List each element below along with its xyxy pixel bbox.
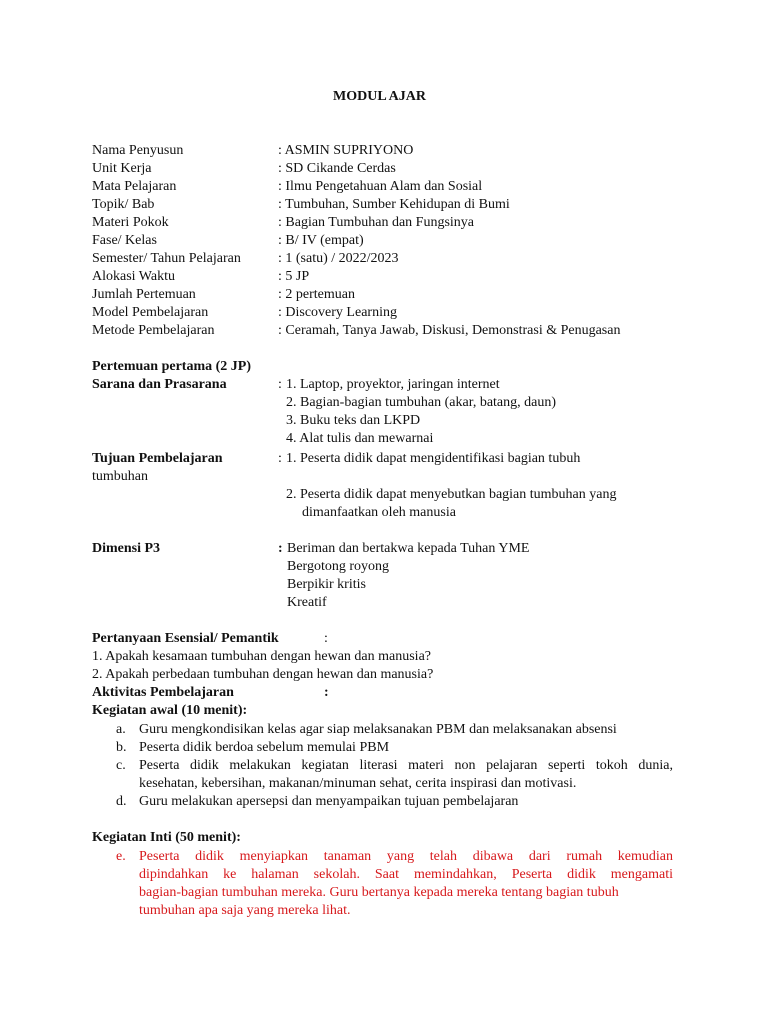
identity-value: : Bagian Tumbuhan dan Fungsinya [278, 215, 475, 230]
list-item: Peserta didik berdoa sebelum memulai PBM [139, 740, 390, 755]
tujuan-item: 1. Peserta didik dapat mengidentifikasi bagian tubuh [286, 451, 581, 466]
dimensi-item: Bergotong royong [287, 559, 390, 574]
dimensi-colon: : [278, 541, 283, 556]
identity-value: : 5 JP [278, 269, 310, 284]
highlighted-text-line: tumbuhan apa saja yang mereka lihat. [139, 903, 351, 918]
sarana-item: 3. Buku teks dan LKPD [286, 413, 421, 428]
identity-label: Unit Kerja [92, 161, 152, 176]
kegiatan-inti-heading: Kegiatan Inti (50 menit): [92, 830, 241, 845]
list-marker: b. [116, 740, 127, 755]
list-marker: c. [116, 758, 126, 773]
list-marker: d. [116, 794, 127, 809]
identity-label: Topik/ Bab [92, 197, 155, 212]
dimensi-item: Kreatif [287, 595, 327, 610]
tujuan-label-continuation: tumbuhan [92, 469, 148, 484]
meeting-heading: Pertemuan pertama (2 JP) [92, 359, 252, 374]
dimensi-item: Berpikir kritis [287, 577, 366, 592]
identity-value: : Ceramah, Tanya Jawab, Diskusi, Demonstrasi & Penugasan [278, 323, 621, 338]
identity-value: : ASMIN SUPRIYONO [278, 143, 414, 158]
list-item: Guru mengkondisikan kelas agar siap melaksanakan PBM dan melaksanakan absensi [139, 722, 617, 737]
aktivitas-label: Aktivitas Pembelajaran [92, 685, 234, 700]
tujuan-item: 2. Peserta didik dapat menyebutkan bagian tumbuhan yang [286, 487, 617, 502]
tujuan-label: Tujuan Pembelajaran [92, 451, 223, 466]
tujuan-colon: : [278, 451, 282, 466]
identity-value: : 2 pertemuan [278, 287, 355, 302]
pertanyaan-colon: : [324, 631, 328, 646]
sarana-item: 1. Laptop, proyektor, jaringan internet [286, 377, 500, 392]
identity-value: : B/ IV (empat) [278, 233, 364, 248]
sarana-item: 4. Alat tulis dan mewarnai [286, 431, 434, 446]
list-item: Peserta didik melakukan kegiatan literasi materi non pelajaran seperti tokoh dunia, [139, 758, 673, 773]
aktivitas-colon: : [324, 685, 329, 700]
identity-label: Mata Pelajaran [92, 179, 177, 194]
identity-label: Fase/ Kelas [92, 233, 157, 248]
sarana-item: 2. Bagian-bagian tumbuhan (akar, batang, daun) [286, 395, 557, 410]
highlighted-text-line: dipindahkan ke halaman sekolah. Saat memindahkan, Peserta didik mengamati [139, 867, 673, 882]
sarana-colon: : [278, 377, 282, 392]
identity-label: Jumlah Pertemuan [92, 287, 196, 302]
document-title: MODUL AJAR [333, 89, 426, 104]
highlighted-text-line: bagian-bagian tumbuhan mereka. Guru bertanya kepada mereka tentang bagian tubuh [139, 885, 619, 900]
dimensi-label: Dimensi P3 [92, 541, 161, 556]
dimensi-item: Beriman dan bertakwa kepada Tuhan YME [287, 541, 530, 556]
identity-label: Alokasi Waktu [92, 269, 175, 284]
identity-value: : Tumbuhan, Sumber Kehidupan di Bumi [278, 197, 510, 212]
sarana-label: Sarana dan Prasarana [92, 377, 227, 392]
kegiatan-awal-heading: Kegiatan awal (10 menit): [92, 703, 248, 718]
list-item: Guru melakukan apersepsi dan menyampaikan tujuan pembelajaran [139, 794, 519, 809]
list-marker: a. [116, 722, 126, 737]
identity-value: : 1 (satu) / 2022/2023 [278, 251, 399, 266]
identity-value: : Discovery Learning [278, 305, 397, 320]
identity-label: Nama Penyusun [92, 143, 184, 158]
identity-label: Model Pembelajaran [92, 305, 209, 320]
pertanyaan-item: 2. Apakah perbedaan tumbuhan dengan hewan dan manusia? [92, 667, 434, 682]
pertanyaan-label: Pertanyaan Esensial/ Pemantik [92, 631, 279, 646]
list-marker: e. [116, 849, 126, 864]
identity-value: : Ilmu Pengetahuan Alam dan Sosial [278, 179, 483, 194]
identity-label: Metode Pembelajaran [92, 323, 215, 338]
list-item-continuation: kesehatan, kebersihan, makanan/minuman sehat, cerita inspirasi dan motivasi. [139, 776, 577, 791]
highlighted-text-line: Peserta didik menyiapkan tanaman yang telah dibawa dari rumah kemudian [139, 849, 673, 864]
identity-value: : SD Cikande Cerdas [278, 161, 396, 176]
pertanyaan-item: 1. Apakah kesamaan tumbuhan dengan hewan dan manusia? [92, 649, 432, 664]
tujuan-item-continuation: dimanfaatkan oleh manusia [302, 505, 456, 520]
identity-label: Materi Pokok [92, 215, 169, 230]
identity-label: Semester/ Tahun Pelajaran [92, 251, 241, 266]
